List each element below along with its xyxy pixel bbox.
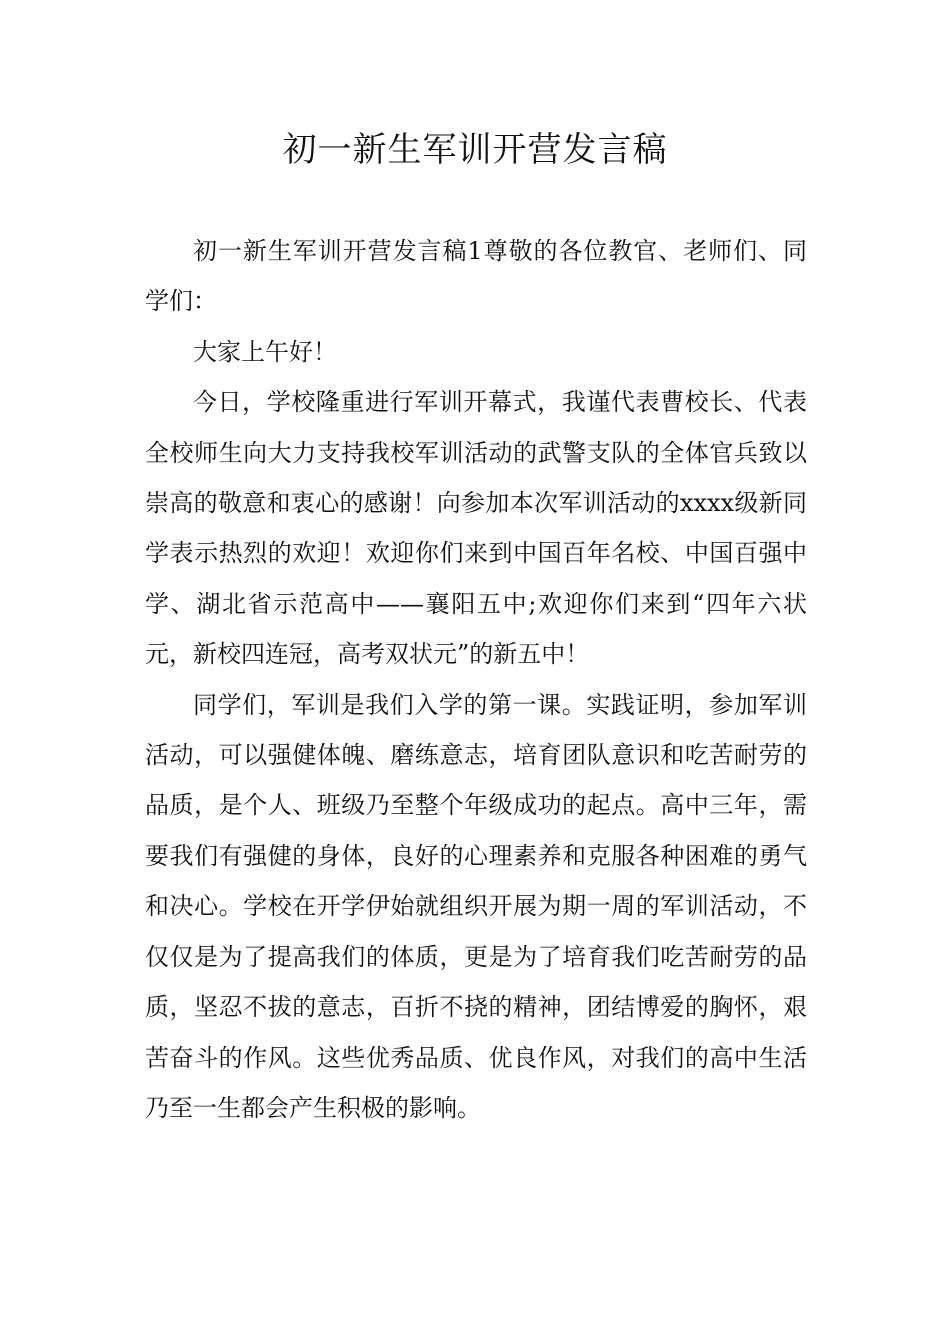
paragraph-military-training: 同学们，军训是我们入学的第一课。实践证明，参加军训活动，可以强健体魄、磨练意志，培育团队意识和吃苦耐劳的品质，是个人、班级乃至整个年级成功的起点。高中三年，需要我们有强健的身体，良好的心理素养和克服各种困难的勇气和决心。学校在开学伊始就组织开展为期一周的军训活动，不仅仅是为了提高我们的体质，更是为了培育我们吃苦耐劳的品质，坚忍不拔的意志，百折不挠的精神，团结博爱的胸怀，艰苦奋斗的作风。这些优秀品质、优良作风，对我们的高中生活乃至一生都会产生积极的影响。	[145, 690, 807, 1122]
document-title: 初一新生军训开营发言稿	[282, 130, 668, 170]
document-body	[145, 226, 807, 1133]
paragraph-welcome: 今日，学校隆重进行军训开幕式，我谨代表曹校长、代表全校师生向大力支持我校军训活动的武警支队的全体官兵致以崇高的敬意和衷心的感谢！向参加本次军训活动的xxxx级新同学表示热烈的欢迎！欢迎你们来到中国百年名校、中国百强中学、湖北省示范高中——襄阳五中;欢迎你们来到“四年六状元，新校四连冠，高考双状元”的新五中！	[145, 388, 807, 669]
paragraph-good-morning: 大家上午好！	[193, 337, 337, 366]
paragraph-greeting-opening: 初一新生军训开营发言稿1尊敬的各位教官、老师们、同学们：	[145, 237, 807, 316]
